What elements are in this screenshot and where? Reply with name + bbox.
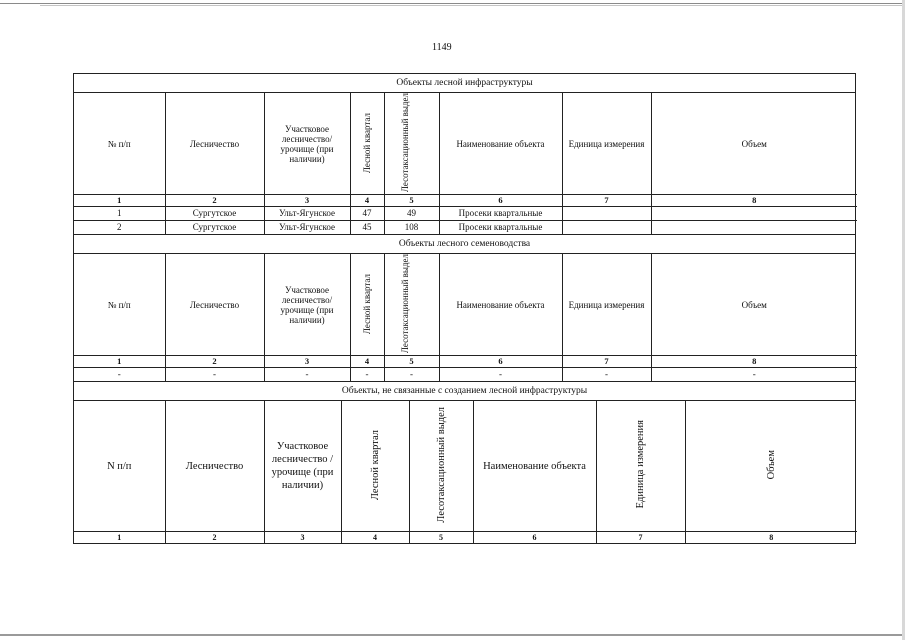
section-table [74, 93, 857, 234]
header-text-vertical: Лесотаксационный выдел [435, 406, 447, 523]
header-text-vertical: Лесной квартал [362, 273, 372, 334]
page-number: 1149 [432, 42, 452, 53]
column-number: 8 [651, 195, 857, 207]
header-cell: Наименование объекта [439, 254, 562, 356]
header-cell: Объем [651, 254, 857, 356]
column-number: 4 [350, 356, 384, 368]
header-text-vertical: Лесотаксационный выдел [399, 254, 410, 354]
scan-edge-top [0, 3, 905, 4]
forest-objects-table [73, 73, 856, 544]
header-text-vertical: Лесной квартал [362, 112, 372, 173]
header-cell: Наименование объекта [439, 93, 562, 195]
header-row [74, 93, 857, 195]
column-number-row [74, 356, 857, 368]
header-cell: № п/п [74, 93, 165, 195]
column-number: 1 [74, 195, 165, 207]
section-forest-seed-production [73, 234, 856, 381]
header-cell [384, 254, 439, 356]
header-cell: Лесничество [165, 254, 264, 356]
table-cell: 47 [350, 207, 384, 221]
table-cell: - [384, 368, 439, 382]
header-cell [596, 401, 685, 531]
header-text-vertical: Лесотаксационный выдел [399, 93, 410, 193]
column-number: 7 [562, 195, 651, 207]
table-row [74, 207, 857, 221]
header-cell: Лесничество [165, 401, 264, 531]
header-cell: Участковое лесничество / урочище (при наличии) [264, 401, 341, 531]
section-table [74, 254, 857, 381]
header-cell [685, 401, 857, 531]
scan-edge-top-secondary [40, 5, 905, 6]
table-cell: - [264, 368, 350, 382]
column-number: 1 [74, 531, 165, 543]
table-row [74, 368, 857, 382]
table-cell: Сургутское [165, 221, 264, 235]
table-cell: 1 [74, 207, 165, 221]
header-cell [384, 93, 439, 195]
table-cell: - [651, 368, 857, 382]
column-number: 6 [473, 531, 596, 543]
header-cell: Участковое лесничество/ урочище (при наличии) [264, 254, 350, 356]
header-cell [341, 401, 409, 531]
header-cell [350, 254, 384, 356]
column-number: 3 [264, 195, 350, 207]
table-cell [651, 207, 857, 221]
header-row [74, 401, 857, 531]
table-cell: 108 [384, 221, 439, 235]
table-cell: 49 [384, 207, 439, 221]
column-number: 1 [74, 356, 165, 368]
header-row [74, 254, 857, 356]
header-cell: Наименование объекта [473, 401, 596, 531]
section-title: Объекты лесного семеноводства [74, 235, 855, 254]
header-cell: № п/п [74, 254, 165, 356]
column-number-row [74, 195, 857, 207]
section-title: Объекты лесной инфраструктуры [74, 74, 855, 93]
column-number: 8 [685, 531, 857, 543]
header-cell: Лесничество [165, 93, 264, 195]
header-cell: Единица измерения [562, 254, 651, 356]
header-cell [350, 93, 384, 195]
table-cell: Ульт-Ягунское [264, 207, 350, 221]
header-cell [409, 401, 473, 531]
table-row [74, 221, 857, 235]
table-cell: Просеки квартальные [439, 207, 562, 221]
column-number: 8 [651, 356, 857, 368]
column-number: 2 [165, 531, 264, 543]
table-cell: - [350, 368, 384, 382]
scan-edge-bottom [0, 634, 905, 636]
table-cell [651, 221, 857, 235]
column-number: 6 [439, 356, 562, 368]
section-title: Объекты, не связанные с созданием лесной инфраструктуры [74, 382, 855, 401]
column-number: 5 [384, 356, 439, 368]
table-cell [562, 207, 651, 221]
table-cell: 45 [350, 221, 384, 235]
section-forest-infrastructure [73, 73, 856, 234]
table-cell: - [165, 368, 264, 382]
column-number: 7 [562, 356, 651, 368]
header-cell: N п/п [74, 401, 165, 531]
table-cell: Сургутское [165, 207, 264, 221]
column-number: 2 [165, 195, 264, 207]
column-number-row [74, 531, 857, 543]
column-number: 5 [384, 195, 439, 207]
column-number: 2 [165, 356, 264, 368]
header-text-vertical: Объем [765, 449, 777, 480]
column-number: 4 [350, 195, 384, 207]
table-cell [562, 221, 651, 235]
column-number: 4 [341, 531, 409, 543]
table-cell: Просеки квартальные [439, 221, 562, 235]
section-non-infrastructure-objects [73, 381, 856, 544]
column-number: 3 [264, 356, 350, 368]
header-cell: Участковое лесничество/ урочище (при наличии) [264, 93, 350, 195]
header-cell: Объем [651, 93, 857, 195]
table-cell: Ульт-Ягунское [264, 221, 350, 235]
table-cell: - [562, 368, 651, 382]
table-cell: - [439, 368, 562, 382]
header-text-vertical: Лесной квартал [369, 429, 381, 500]
section-table [74, 401, 857, 543]
table-cell: - [74, 368, 165, 382]
column-number: 3 [264, 531, 341, 543]
column-number: 7 [596, 531, 685, 543]
column-number: 6 [439, 195, 562, 207]
header-text-vertical: Единица измерения [635, 420, 646, 509]
table-cell: 2 [74, 221, 165, 235]
column-number: 5 [409, 531, 473, 543]
header-cell: Единица измерения [562, 93, 651, 195]
